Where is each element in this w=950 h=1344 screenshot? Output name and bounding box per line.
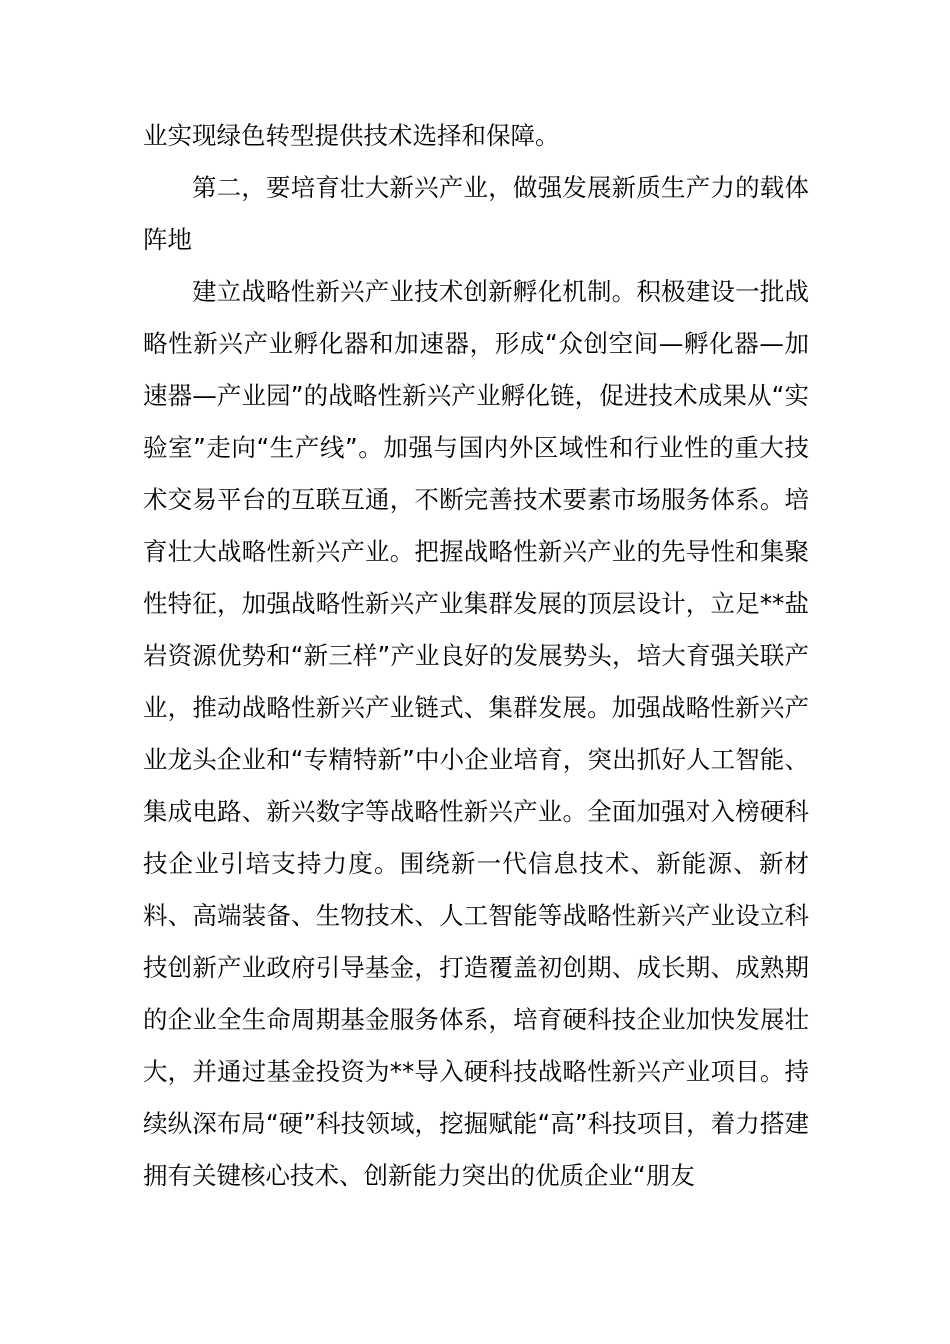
document-body xyxy=(143,110,809,1202)
section-heading: 第二，要培育壮大新兴产业，做强发展新质生产力的载体阵地 xyxy=(143,173,809,254)
paragraph-continuation: 业实现绿色转型提供技术选择和保障。 xyxy=(143,121,560,150)
body-paragraph: 建立战略性新兴产业技术创新孵化机制。积极建设一批战略性新兴产业孵化器和加速器，形成“众创空间—孵化器—加速器—产业园”的战略性新兴产业孵化链，促进技术成果从“实验室”走向“生产线”。加强与国内外区域性和行业性的重大技术交易平台的互联互通，不断完善技术要素市场服务体系。培育壮大战略性新兴产业。把握战略性新兴产业的先导性和集聚性特征，加强战略性新兴产业集群发展的顶层设计，立足**盐岩资源优势和“新三样”产业良好的发展势头，培大育强关联产业，推动战略性新兴产业链式、集群发展。加强战略性新兴产业龙头企业和“专精特新”中小企业培育，突出抓好人工智能、集成电路、新兴数字等战略性新兴产业。全面加强对入榜硬科技企业引培支持力度。围绕新一代信息技术、新能源、新材料、高端装备、生物技术、人工智能等战略性新兴产业设立科技创新产业政府引导基金，打造覆盖初创期、成长期、成熟期的企业全生命周期基金服务体系，培育硬科技企业加快发展壮大，并通过基金投资为**导入硬科技战略性新兴产业项目。持续纵深布局“硬”科技领域，挖掘赋能“高”科技项目，着力搭建拥有关键核心技术、创新能力突出的优质企业“朋友 xyxy=(143,277,809,1190)
